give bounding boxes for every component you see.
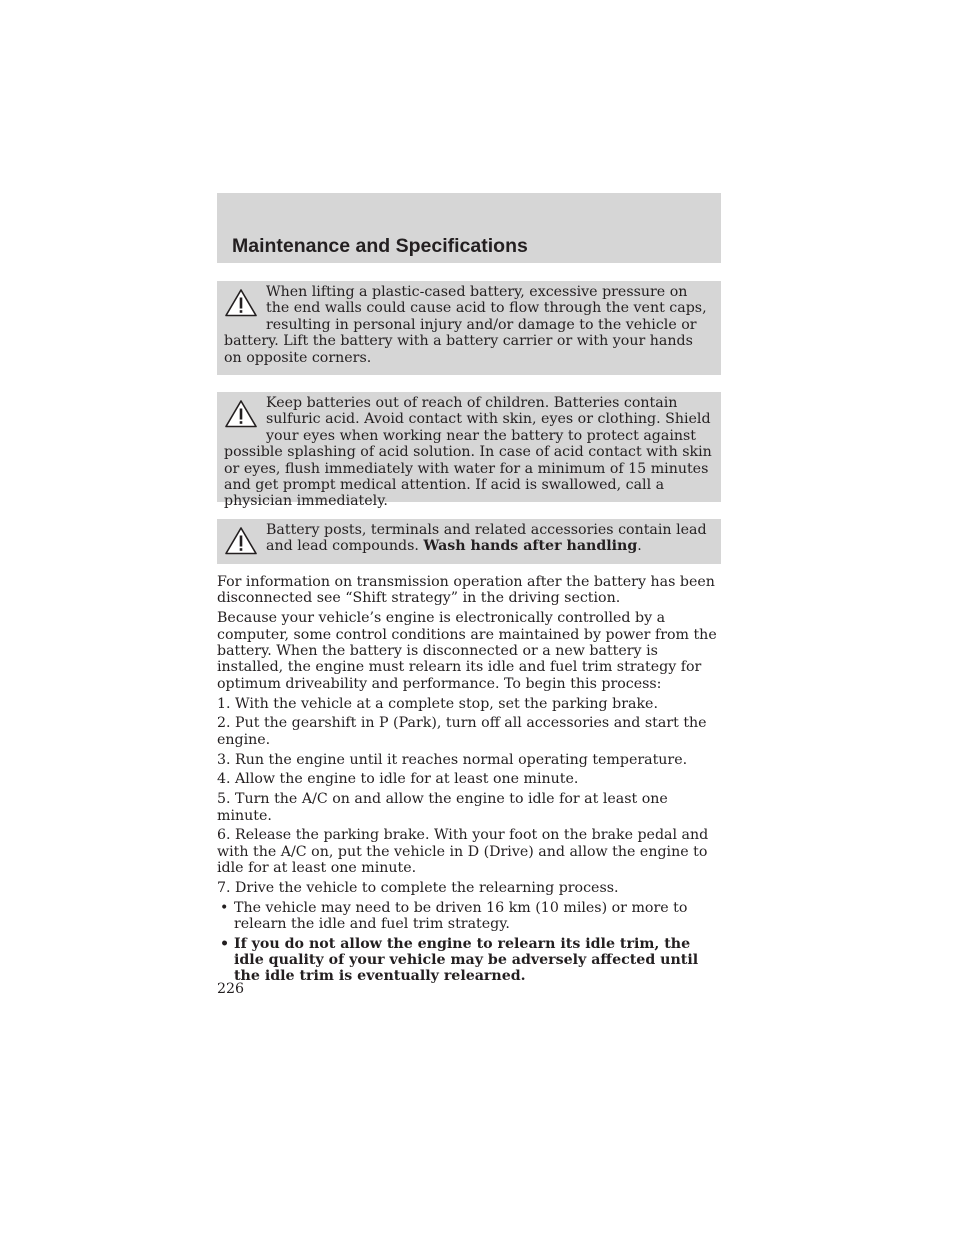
- bullet-text: The vehicle may need to be driven 16 km (10 miles) or more to relearn the idle and fuel trim strategy.: [234, 899, 688, 933]
- step-7: 7. Drive the vehicle to complete the relearning process.: [217, 880, 619, 897]
- warning-text-trailing: .: [637, 538, 642, 555]
- bullet-text: If you do not allow the engine to relearn its idle trim, the idle quality of your vehicle may be adversely affected until the idle trim is eventually relearned.: [234, 935, 699, 985]
- step-1: 1. With the vehicle at a complete stop, set the parking brake.: [217, 695, 658, 712]
- warning-text-plain: Battery posts, terminals and related accessories contain lead and lead compounds.: [266, 522, 707, 555]
- step-2: 2. Put the gearshift in P (Park), turn off all accessories and start the engine.: [217, 715, 707, 748]
- bullet-symbol: •: [220, 899, 229, 916]
- step-3: 3. Run the engine until it reaches normal operating temperature.: [217, 751, 688, 768]
- warning-triangle-icon: [224, 526, 258, 556]
- warning-text: When lifting a plastic-cased battery, excessive pressure on the end walls could cause acid to flow through the vent caps, resulting in personal injury and/or damage to the vehicle or battery. Lift the battery with a battery carrier or with your hands on opposite corners.: [224, 284, 707, 366]
- body-text: [217, 574, 723, 988]
- warning-box-lead: [217, 519, 721, 564]
- bullet-item-drive-distance: [217, 900, 723, 933]
- paragraph-relearn-intro: Because your vehicle’s engine is electronically controlled by a computer, some control conditions are maintained by power from the battery. When the battery is disconnected or a new battery is installed, the engine must relearn its idle and fuel trim strategy for optimum driveability and performance. To begin this process:: [217, 610, 717, 692]
- bullet-symbol: •: [220, 935, 230, 952]
- warning-triangle-icon: [224, 399, 258, 429]
- page-number: 226: [217, 981, 245, 997]
- step-4: 4. Allow the engine to idle for at least one minute.: [217, 771, 579, 788]
- warning-triangle-icon: [224, 288, 258, 318]
- warning-text-bold: Wash hands after handling: [423, 538, 638, 555]
- warning-text: [224, 522, 714, 555]
- warning-text: Keep batteries out of reach of children. Batteries contain sulfuric acid. Avoid contact with skin, eyes or clothing. Shield your eyes when working near the battery to protect against possible splashing of acid solution. In case of acid contact with skin or eyes, flush immediately with water for a minimum of 15 minutes and get prompt medical attention. If acid is swallowed, call a physician immediately.: [224, 395, 712, 510]
- step-5: 5. Turn the A/C on and allow the engine to idle for at least one minute.: [217, 791, 668, 824]
- section-header-band: [217, 193, 721, 263]
- section-title: Maintenance and Specifications: [232, 235, 528, 257]
- step-6: 6. Release the parking brake. With your foot on the brake pedal and with the A/C on, put the vehicle in D (Drive) and allow the engine to idle for at least one minute.: [217, 827, 709, 877]
- warning-box-lifting: [217, 281, 721, 375]
- warning-box-children: [217, 392, 721, 510]
- bullet-item-idle-trim-warning: [217, 936, 723, 985]
- paragraph-transmission-info: For information on transmission operation after the battery has been disconnected see “Shift strategy” in the driving section.: [217, 574, 715, 607]
- bullet-list: [217, 900, 723, 985]
